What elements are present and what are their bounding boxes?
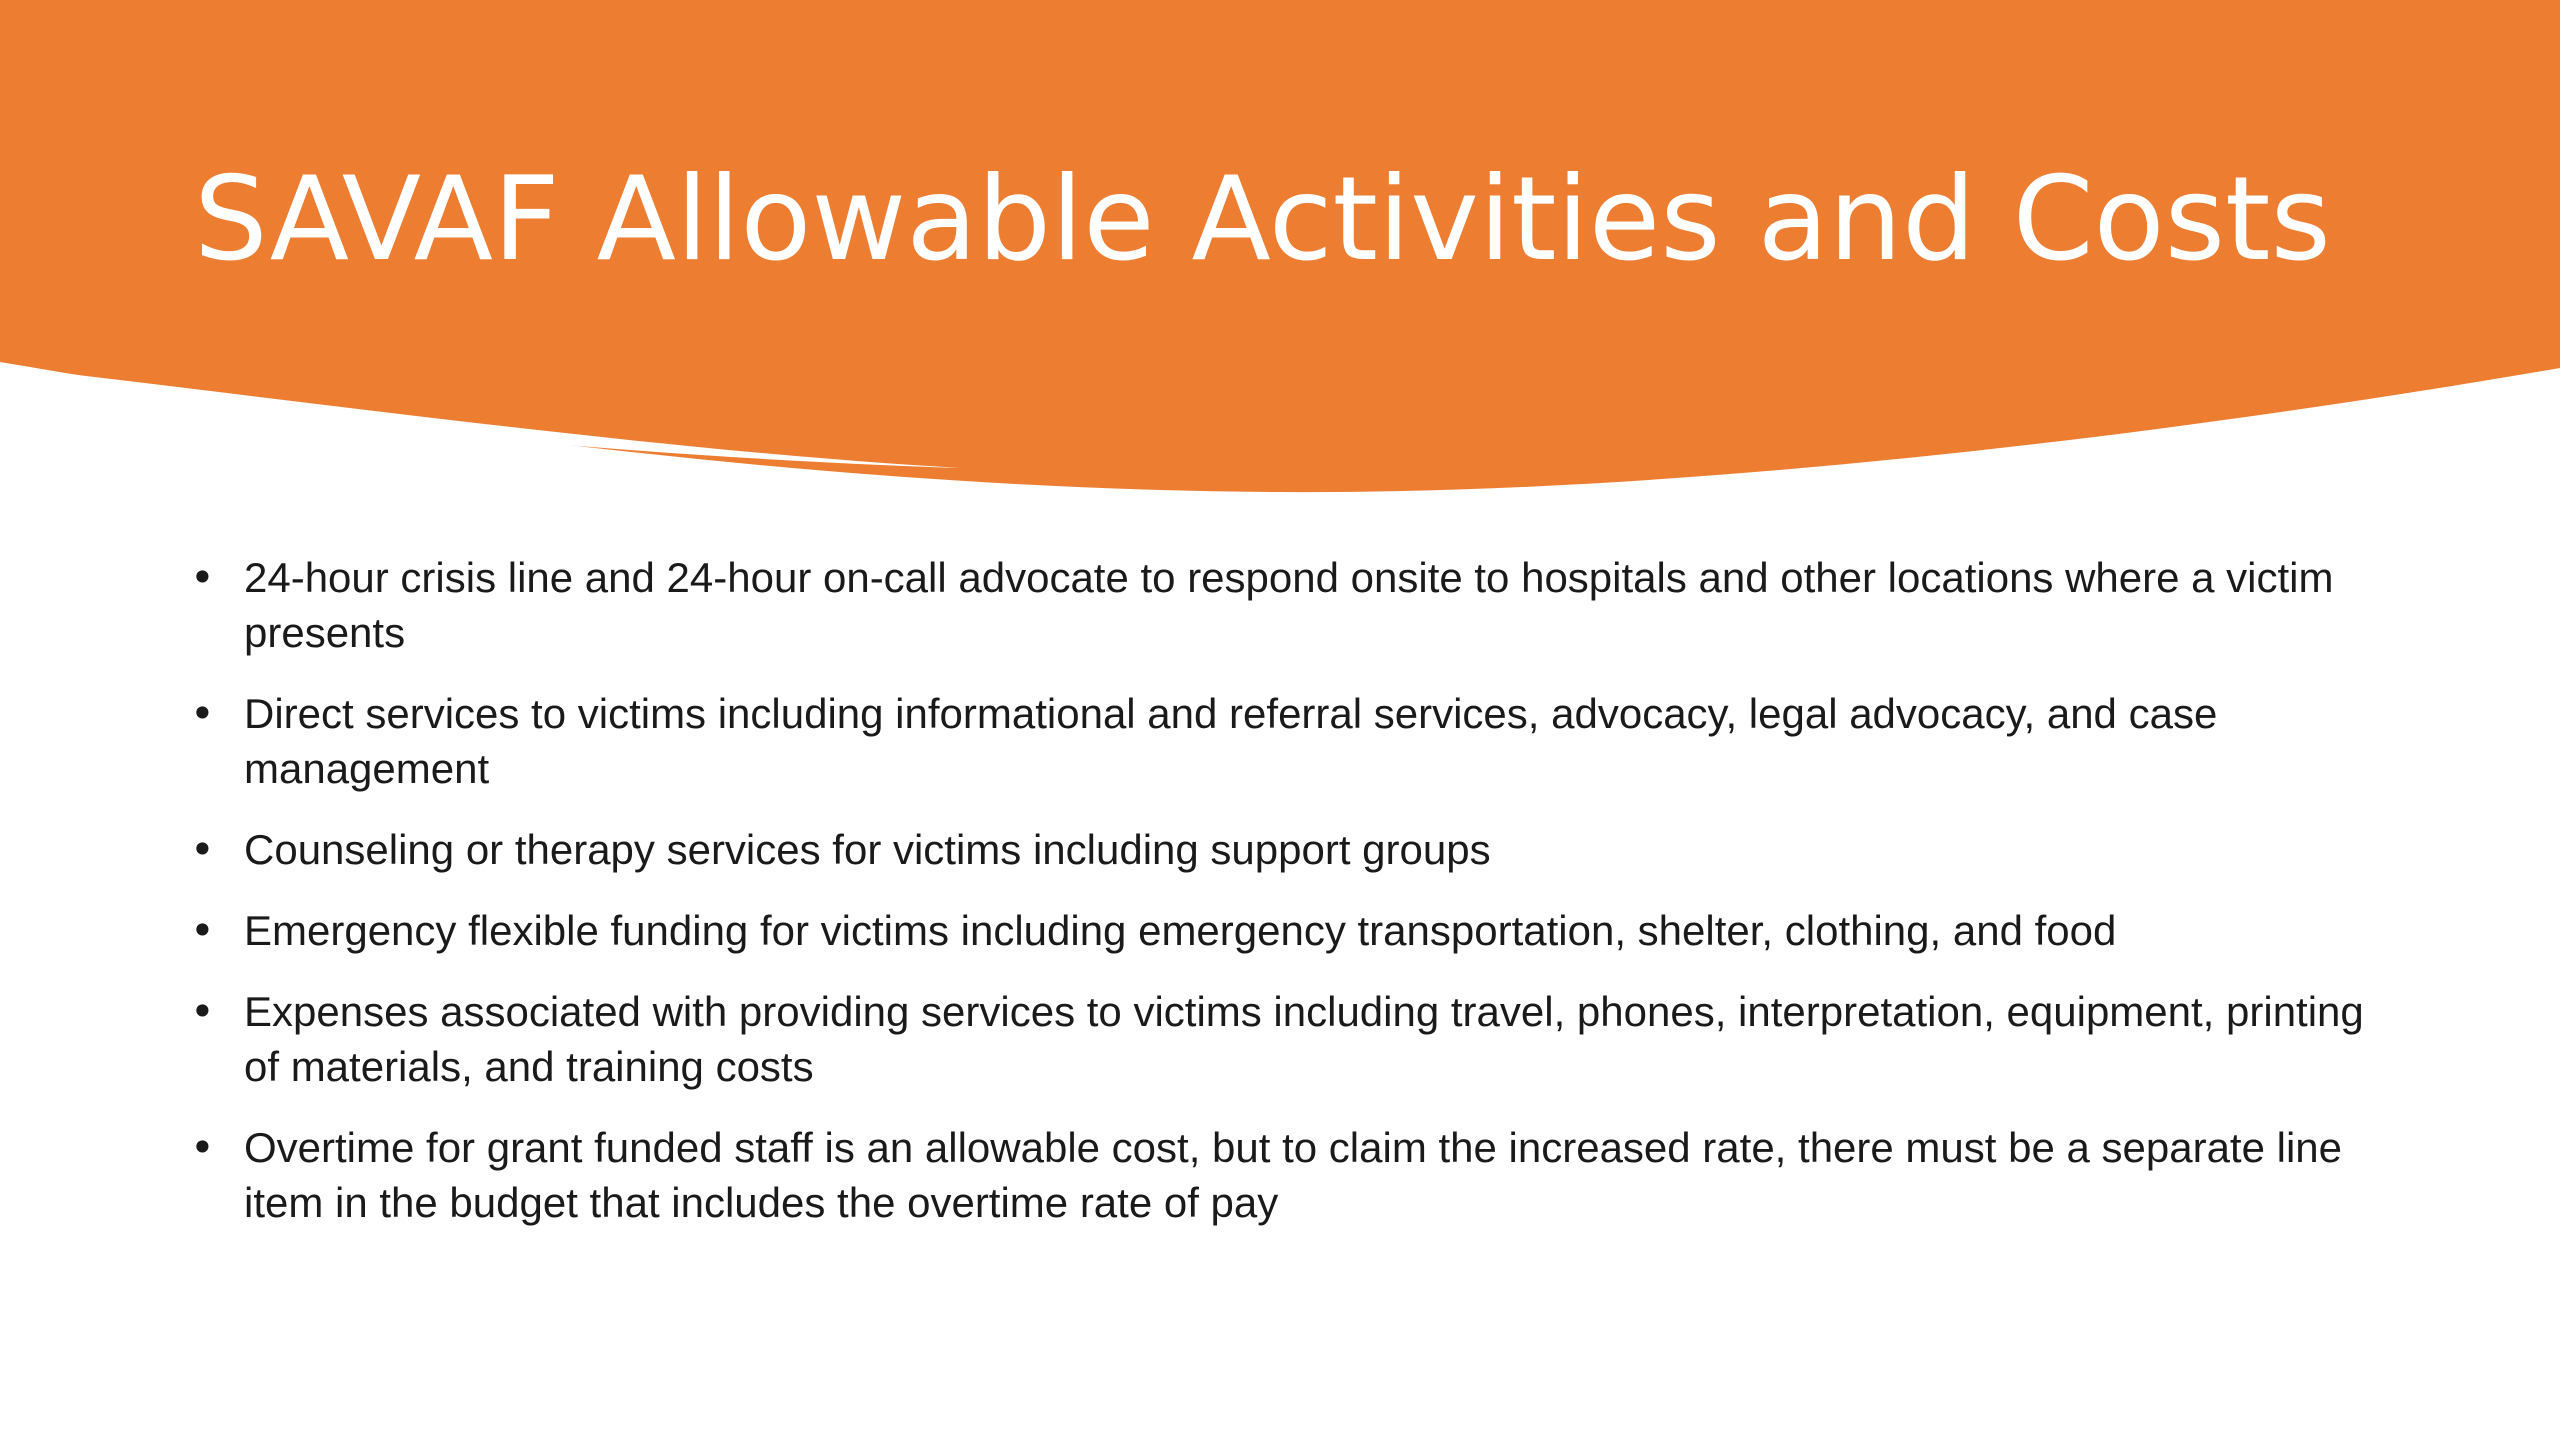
bullet-icon: •	[190, 553, 215, 602]
bullet-text: Direct services to victims including informational and referral services, advocacy, legal advocacy, and case management	[244, 690, 2218, 792]
bullet-icon: •	[190, 987, 215, 1036]
bullet-item	[190, 550, 2390, 660]
bullet-item	[190, 984, 2390, 1094]
bullet-item	[190, 822, 2390, 877]
bullet-text: Expenses associated with providing services to victims including travel, phones, interpretation, equipment, printing of materials, and training costs	[244, 988, 2364, 1090]
bullet-text: Emergency flexible funding for victims including emergency transportation, shelter, clothing, and food	[244, 907, 2117, 954]
bullet-text: Overtime for grant funded staff is an allowable cost, but to claim the increased rate, there must be a separate line item in the budget that includes the overtime rate of pay	[244, 1124, 2343, 1226]
slide-title: SAVAF Allowable Activities and Costs	[194, 152, 2331, 287]
bullet-icon: •	[190, 906, 215, 955]
bullet-text: 24-hour crisis line and 24-hour on-call advocate to respond onsite to hospitals and other locations where a victim presents	[244, 554, 2334, 656]
bullet-icon: •	[190, 825, 215, 874]
bullet-list	[190, 550, 2390, 1256]
bullet-text: Counseling or therapy services for victims including support groups	[244, 826, 1491, 873]
bullet-item	[190, 686, 2390, 796]
bullet-item	[190, 903, 2390, 958]
bullet-item	[190, 1120, 2390, 1230]
bullet-icon: •	[190, 1123, 215, 1172]
bullet-icon: •	[190, 689, 215, 738]
